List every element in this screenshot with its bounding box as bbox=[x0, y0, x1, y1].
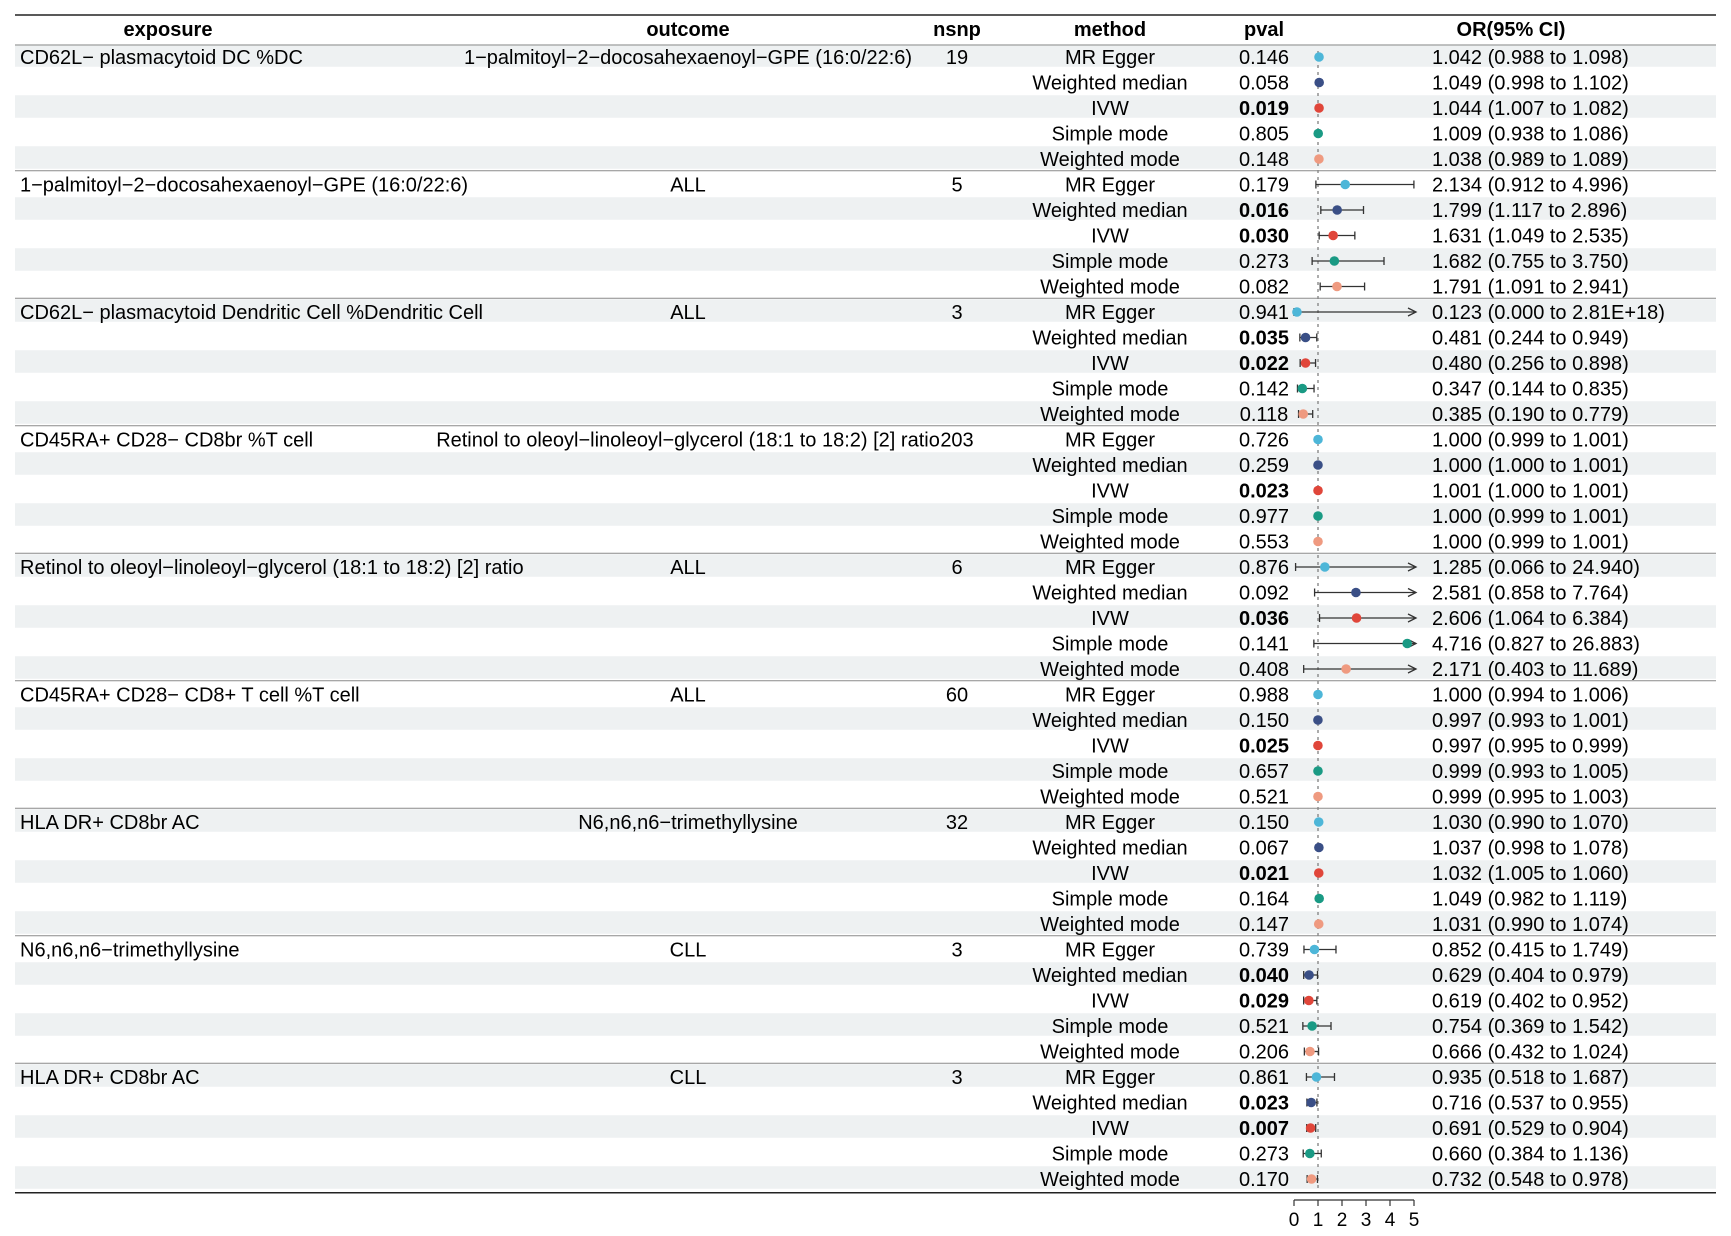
method-label: MR Egger bbox=[1064, 812, 1156, 834]
or-point bbox=[1307, 1021, 1317, 1031]
nsnp-value: 5 bbox=[951, 174, 963, 197]
pval-value: 0.170 bbox=[1238, 1169, 1290, 1191]
outcome-label: ALL bbox=[670, 557, 706, 579]
method-label: Weighted median bbox=[1032, 1092, 1188, 1115]
outcome-label: CLL bbox=[669, 939, 707, 962]
pval-value: 0.082 bbox=[1238, 276, 1290, 299]
method-label: Weighted median bbox=[1032, 582, 1188, 605]
or-ci-label: 1.682 (0.755 to 3.750) bbox=[1432, 251, 1629, 273]
header-method: method bbox=[1073, 19, 1147, 41]
method-label: Simple mode bbox=[1051, 1143, 1169, 1166]
pval-value: 0.739 bbox=[1238, 939, 1290, 962]
method-label: IVW bbox=[1091, 1118, 1129, 1140]
table-row bbox=[1091, 481, 1629, 503]
pval-value: 0.025 bbox=[1238, 735, 1290, 758]
pval-value: 0.941 bbox=[1238, 302, 1290, 324]
or-point bbox=[1332, 205, 1342, 215]
or-ci-label: 1.000 (0.994 to 1.006) bbox=[1432, 684, 1629, 707]
method-label: Simple mode bbox=[1051, 378, 1169, 401]
or-ci-label: 0.481 (0.244 to 0.949) bbox=[1432, 327, 1629, 350]
or-ci-label: 0.629 (0.404 to 0.979) bbox=[1432, 965, 1629, 987]
pval-value: 0.029 bbox=[1238, 990, 1290, 1013]
or-point bbox=[1304, 996, 1314, 1006]
pval-value: 0.040 bbox=[1238, 965, 1290, 987]
header-outcome: outcome bbox=[646, 19, 730, 41]
or-ci-label: 0.666 (0.432 to 1.024) bbox=[1432, 1041, 1629, 1064]
method-label: Simple mode bbox=[1051, 1016, 1169, 1038]
method-label: IVW bbox=[1091, 735, 1129, 758]
or-ci-label: 0.852 (0.415 to 1.749) bbox=[1432, 939, 1629, 962]
method-label: Weighted mode bbox=[1040, 149, 1180, 171]
or-ci-label: 1.631 (1.049 to 2.535) bbox=[1432, 225, 1629, 248]
or-ci-label: 0.123 (0.000 to 2.81E+18) bbox=[1432, 302, 1665, 324]
or-ci-label: 1.031 (0.990 to 1.074) bbox=[1432, 914, 1629, 936]
or-ci-label: 1.009 (0.938 to 1.086) bbox=[1432, 123, 1629, 146]
pval-value: 0.067 bbox=[1238, 837, 1290, 860]
method-label: Simple mode bbox=[1051, 506, 1169, 528]
table-row bbox=[1091, 736, 1629, 758]
table-row bbox=[1032, 328, 1628, 350]
method-label: MR Egger bbox=[1064, 429, 1156, 452]
or-ci-label: 0.347 (0.144 to 0.835) bbox=[1432, 378, 1629, 401]
or-ci-label: 0.754 (0.369 to 1.542) bbox=[1432, 1016, 1629, 1038]
outcome-label: 1−palmitoyl−2−docosahexaenoyl−GPE (16:0/22:6) bbox=[463, 47, 913, 69]
table-row bbox=[1040, 277, 1629, 299]
or-ci-label: 0.385 (0.190 to 0.779) bbox=[1432, 404, 1629, 426]
method-label: Weighted mode bbox=[1040, 914, 1180, 936]
method-label: Weighted median bbox=[1032, 327, 1188, 350]
or-ci-label: 1.042 (0.988 to 1.098) bbox=[1432, 47, 1629, 69]
pval-value: 0.150 bbox=[1238, 812, 1290, 834]
exposure-label: HLA DR+ CD8br AC bbox=[20, 812, 200, 834]
method-label: Weighted mode bbox=[1040, 659, 1180, 681]
header-pval: pval bbox=[1243, 19, 1285, 41]
pval-value: 0.007 bbox=[1238, 1118, 1290, 1140]
x-tick-label: 3 bbox=[1360, 1210, 1372, 1231]
exposure-label: CD62L− plasmacytoid DC %DC bbox=[20, 47, 303, 69]
or-ci-label: 1.791 (1.091 to 2.941) bbox=[1432, 276, 1629, 299]
or-point bbox=[1313, 460, 1323, 470]
or-ci-label: 1.000 (0.999 to 1.001) bbox=[1432, 506, 1629, 528]
nsnp-value: 3 bbox=[951, 939, 963, 962]
pval-value: 0.019 bbox=[1238, 98, 1290, 120]
or-point bbox=[1313, 715, 1323, 725]
or-point bbox=[1305, 1149, 1315, 1159]
pval-value: 0.022 bbox=[1238, 353, 1290, 375]
pval-value: 0.023 bbox=[1238, 1092, 1290, 1115]
pval-value: 0.021 bbox=[1238, 863, 1290, 885]
or-ci-label: 1.001 (1.000 to 1.001) bbox=[1432, 480, 1629, 503]
nsnp-value: 3 bbox=[951, 302, 963, 324]
method-label: MR Egger bbox=[1064, 1067, 1156, 1089]
or-point bbox=[1298, 409, 1308, 419]
exposure-label: 1−palmitoyl−2−docosahexaenoyl−GPE (16:0/22:6) bbox=[20, 174, 469, 197]
pval-value: 0.058 bbox=[1238, 72, 1290, 95]
method-label: IVW bbox=[1091, 480, 1129, 503]
or-point bbox=[1298, 384, 1308, 394]
or-ci-label: 1.799 (1.117 to 2.896) bbox=[1432, 200, 1628, 222]
or-ci-label: 1.000 (0.999 to 1.001) bbox=[1432, 531, 1629, 554]
or-ci-label: 0.691 (0.529 to 0.904) bbox=[1432, 1118, 1629, 1140]
method-label: IVW bbox=[1091, 225, 1129, 248]
table-row bbox=[1040, 1042, 1629, 1064]
or-point bbox=[1314, 52, 1324, 62]
group-2 bbox=[20, 175, 1629, 299]
or-point bbox=[1402, 639, 1412, 649]
table-row bbox=[1091, 991, 1629, 1013]
method-label: Weighted median bbox=[1032, 200, 1188, 222]
outcome-label: ALL bbox=[670, 302, 706, 324]
pval-value: 0.206 bbox=[1238, 1041, 1290, 1064]
or-point bbox=[1330, 256, 1340, 266]
method-label: Simple mode bbox=[1051, 633, 1169, 656]
or-point bbox=[1328, 231, 1338, 241]
method-label: Weighted mode bbox=[1040, 404, 1180, 426]
or-point bbox=[1292, 307, 1302, 317]
header-nsnp: nsnp bbox=[933, 19, 981, 41]
or-point bbox=[1341, 664, 1351, 674]
x-tick-label: 5 bbox=[1408, 1210, 1420, 1231]
or-point bbox=[1314, 154, 1324, 164]
or-point bbox=[1314, 78, 1324, 88]
pval-value: 0.273 bbox=[1238, 1143, 1290, 1166]
pval-value: 0.179 bbox=[1238, 174, 1290, 197]
or-ci-label: 1.038 (0.989 to 1.089) bbox=[1432, 149, 1629, 171]
x-axis bbox=[1289, 1200, 1420, 1231]
or-ci-label: 2.606 (1.064 to 6.384) bbox=[1432, 608, 1629, 630]
or-point bbox=[1314, 817, 1324, 827]
or-ci-label: 2.171 (0.403 to 11.689) bbox=[1432, 659, 1639, 681]
nsnp-value: 6 bbox=[951, 557, 963, 579]
or-ci-label: 1.000 (1.000 to 1.001) bbox=[1432, 455, 1629, 477]
table-row bbox=[1032, 583, 1628, 605]
pval-value: 0.273 bbox=[1238, 251, 1290, 273]
or-point bbox=[1340, 180, 1350, 190]
pval-value: 0.164 bbox=[1238, 888, 1290, 911]
exposure-label: HLA DR+ CD8br AC bbox=[20, 1067, 200, 1089]
or-point bbox=[1351, 588, 1361, 598]
outcome-label: ALL bbox=[670, 174, 706, 197]
group-4 bbox=[20, 430, 1629, 554]
or-point bbox=[1313, 511, 1323, 521]
pval-value: 0.036 bbox=[1238, 608, 1290, 630]
method-label: MR Egger bbox=[1064, 684, 1156, 707]
table-row bbox=[1065, 430, 1629, 452]
or-ci-label: 0.999 (0.993 to 1.005) bbox=[1432, 761, 1629, 783]
pval-value: 0.118 bbox=[1239, 404, 1289, 426]
pval-value: 0.142 bbox=[1238, 378, 1290, 401]
or-point bbox=[1306, 1123, 1316, 1133]
pval-value: 0.521 bbox=[1238, 1016, 1290, 1038]
method-label: Weighted median bbox=[1032, 965, 1188, 987]
pval-value: 0.147 bbox=[1238, 914, 1290, 936]
or-ci-label: 0.997 (0.993 to 1.001) bbox=[1432, 710, 1629, 732]
pval-value: 0.016 bbox=[1238, 200, 1290, 222]
nsnp-value: 3 bbox=[951, 1067, 963, 1089]
group-6 bbox=[20, 685, 1629, 809]
method-label: Weighted mode bbox=[1040, 1041, 1180, 1064]
exposure-label: CD45RA+ CD28− CD8+ T cell %T cell bbox=[20, 684, 360, 707]
or-point bbox=[1314, 843, 1324, 853]
nsnp-value: 203 bbox=[940, 429, 974, 452]
pval-value: 0.035 bbox=[1238, 327, 1290, 350]
or-point bbox=[1313, 435, 1323, 445]
or-point bbox=[1310, 945, 1320, 955]
method-label: Weighted mode bbox=[1040, 276, 1180, 299]
method-label: IVW bbox=[1091, 98, 1129, 120]
or-ci-label: 2.581 (0.858 to 7.764) bbox=[1432, 582, 1629, 605]
table-row bbox=[1052, 1144, 1629, 1166]
x-tick-label: 4 bbox=[1384, 1210, 1396, 1231]
or-point bbox=[1314, 894, 1324, 904]
or-ci-label: 0.619 (0.402 to 0.952) bbox=[1432, 990, 1629, 1013]
method-label: Weighted median bbox=[1032, 455, 1188, 477]
or-point bbox=[1314, 919, 1324, 929]
table-row bbox=[1040, 787, 1629, 809]
table-row bbox=[1065, 175, 1629, 197]
x-tick-label: 2 bbox=[1336, 1210, 1348, 1231]
pval-value: 0.805 bbox=[1238, 123, 1290, 146]
or-ci-label: 1.049 (0.998 to 1.102) bbox=[1432, 72, 1629, 95]
table-row bbox=[1032, 73, 1628, 95]
method-label: MR Egger bbox=[1064, 174, 1156, 197]
or-point bbox=[1313, 741, 1323, 751]
table-row bbox=[1052, 889, 1628, 911]
pval-value: 0.657 bbox=[1238, 761, 1290, 783]
or-ci-label: 1.000 (0.999 to 1.001) bbox=[1432, 429, 1629, 452]
method-label: MR Egger bbox=[1064, 557, 1156, 579]
outcome-label: CLL bbox=[669, 1067, 707, 1089]
pval-value: 0.148 bbox=[1238, 149, 1290, 171]
header-or: OR(95% CI) bbox=[1456, 19, 1566, 41]
method-label: IVW bbox=[1091, 353, 1129, 375]
or-point bbox=[1307, 1174, 1317, 1184]
pval-value: 0.861 bbox=[1238, 1067, 1290, 1089]
method-label: MR Egger bbox=[1064, 302, 1156, 324]
or-ci-label: 0.480 (0.256 to 0.898) bbox=[1432, 353, 1629, 375]
or-point bbox=[1320, 562, 1330, 572]
pval-value: 0.988 bbox=[1238, 684, 1290, 707]
nsnp-value: 60 bbox=[945, 684, 969, 707]
table-row bbox=[1052, 124, 1629, 146]
or-point bbox=[1301, 333, 1311, 343]
or-ci-label: 1.044 (1.007 to 1.082) bbox=[1432, 98, 1629, 120]
pval-value: 0.141 bbox=[1238, 633, 1290, 656]
or-point bbox=[1312, 1072, 1322, 1082]
or-ci-label: 1.285 (0.066 to 24.940) bbox=[1432, 557, 1640, 579]
pval-value: 0.977 bbox=[1238, 506, 1290, 528]
pval-value: 0.259 bbox=[1238, 455, 1290, 477]
or-point bbox=[1314, 103, 1324, 113]
or-ci-label: 0.716 (0.537 to 0.955) bbox=[1432, 1092, 1629, 1115]
method-label: Weighted median bbox=[1032, 710, 1188, 732]
or-ci-label: 1.049 (0.982 to 1.119) bbox=[1432, 888, 1628, 911]
or-ci-label: 0.997 (0.995 to 0.999) bbox=[1432, 735, 1629, 758]
or-point bbox=[1313, 690, 1323, 700]
or-ci-label: 2.134 (0.912 to 4.996) bbox=[1432, 174, 1629, 197]
nsnp-value: 19 bbox=[945, 47, 969, 69]
or-ci-label: 1.032 (1.005 to 1.060) bbox=[1432, 863, 1629, 885]
method-label: Weighted median bbox=[1032, 72, 1188, 95]
method-label: IVW bbox=[1091, 608, 1129, 630]
pval-value: 0.092 bbox=[1238, 582, 1290, 605]
or-ci-label: 4.716 (0.827 to 26.883) bbox=[1432, 633, 1640, 656]
nsnp-value: 32 bbox=[945, 812, 969, 834]
or-point bbox=[1332, 282, 1342, 292]
method-label: Weighted mode bbox=[1040, 786, 1180, 809]
or-point bbox=[1314, 868, 1324, 878]
pval-value: 0.408 bbox=[1238, 659, 1290, 681]
or-ci-label: 0.935 (0.518 to 1.687) bbox=[1432, 1067, 1629, 1089]
table-row bbox=[1032, 838, 1628, 860]
method-label: MR Egger bbox=[1064, 47, 1156, 69]
or-point bbox=[1313, 486, 1323, 496]
method-label: IVW bbox=[1091, 990, 1129, 1013]
exposure-label: Retinol to oleoyl−linoleoyl−glycerol (18:1 to 18:2) [2] ratio bbox=[20, 557, 524, 579]
or-point bbox=[1313, 129, 1323, 139]
pval-value: 0.521 bbox=[1238, 786, 1290, 809]
method-label: Simple mode bbox=[1051, 251, 1169, 273]
or-point bbox=[1313, 792, 1323, 802]
outcome-label: N6,n6,n6−trimethyllysine bbox=[578, 812, 798, 834]
x-tick-label: 1 bbox=[1312, 1210, 1324, 1231]
table-row bbox=[1040, 532, 1629, 554]
table-row bbox=[1052, 379, 1629, 401]
or-point bbox=[1313, 766, 1323, 776]
or-point bbox=[1313, 537, 1323, 547]
header bbox=[124, 19, 1566, 41]
method-label: Weighted mode bbox=[1040, 1169, 1180, 1191]
method-label: MR Egger bbox=[1064, 939, 1156, 962]
or-point bbox=[1301, 358, 1311, 368]
pval-value: 0.876 bbox=[1238, 557, 1290, 579]
method-label: Weighted mode bbox=[1040, 531, 1180, 554]
header-exposure: exposure bbox=[123, 19, 213, 41]
pval-value: 0.150 bbox=[1238, 710, 1290, 732]
or-point bbox=[1304, 970, 1314, 980]
pval-value: 0.553 bbox=[1238, 531, 1290, 554]
x-tick-label: 0 bbox=[1288, 1210, 1300, 1231]
or-ci-label: 1.030 (0.990 to 1.070) bbox=[1432, 812, 1629, 834]
method-label: Simple mode bbox=[1051, 888, 1169, 911]
method-label: Simple mode bbox=[1051, 123, 1169, 146]
table-row bbox=[1052, 634, 1640, 656]
method-label: Simple mode bbox=[1051, 761, 1169, 783]
pval-value: 0.726 bbox=[1238, 429, 1290, 452]
method-label: IVW bbox=[1091, 863, 1129, 885]
group-8 bbox=[20, 940, 1629, 1064]
pval-value: 0.023 bbox=[1238, 480, 1290, 503]
or-ci-label: 0.732 (0.548 to 0.978) bbox=[1432, 1169, 1629, 1191]
or-ci-label: 0.999 (0.995 to 1.003) bbox=[1432, 786, 1629, 809]
exposure-label: N6,n6,n6−trimethyllysine bbox=[20, 939, 240, 962]
outcome-label: Retinol to oleoyl−linoleoyl−glycerol (18:1 to 18:2) [2] ratio bbox=[436, 429, 940, 452]
or-ci-label: 0.660 (0.384 to 1.136) bbox=[1432, 1143, 1629, 1166]
method-label: Weighted median bbox=[1032, 837, 1188, 860]
table-row bbox=[1091, 226, 1629, 248]
table-row bbox=[1065, 685, 1629, 707]
pval-value: 0.146 bbox=[1238, 47, 1290, 69]
pval-value: 0.030 bbox=[1238, 225, 1290, 248]
or-point bbox=[1352, 613, 1362, 623]
outcome-label: ALL bbox=[670, 684, 706, 707]
or-point bbox=[1306, 1098, 1316, 1108]
table-row bbox=[1032, 1093, 1628, 1115]
exposure-label: CD45RA+ CD28− CD8br %T cell bbox=[20, 429, 314, 452]
table-row bbox=[1065, 940, 1629, 962]
exposure-label: CD62L− plasmacytoid Dendritic Cell %Dendritic Cell bbox=[20, 302, 483, 324]
or-ci-label: 1.037 (0.998 to 1.078) bbox=[1432, 837, 1629, 860]
or-point bbox=[1305, 1047, 1315, 1057]
